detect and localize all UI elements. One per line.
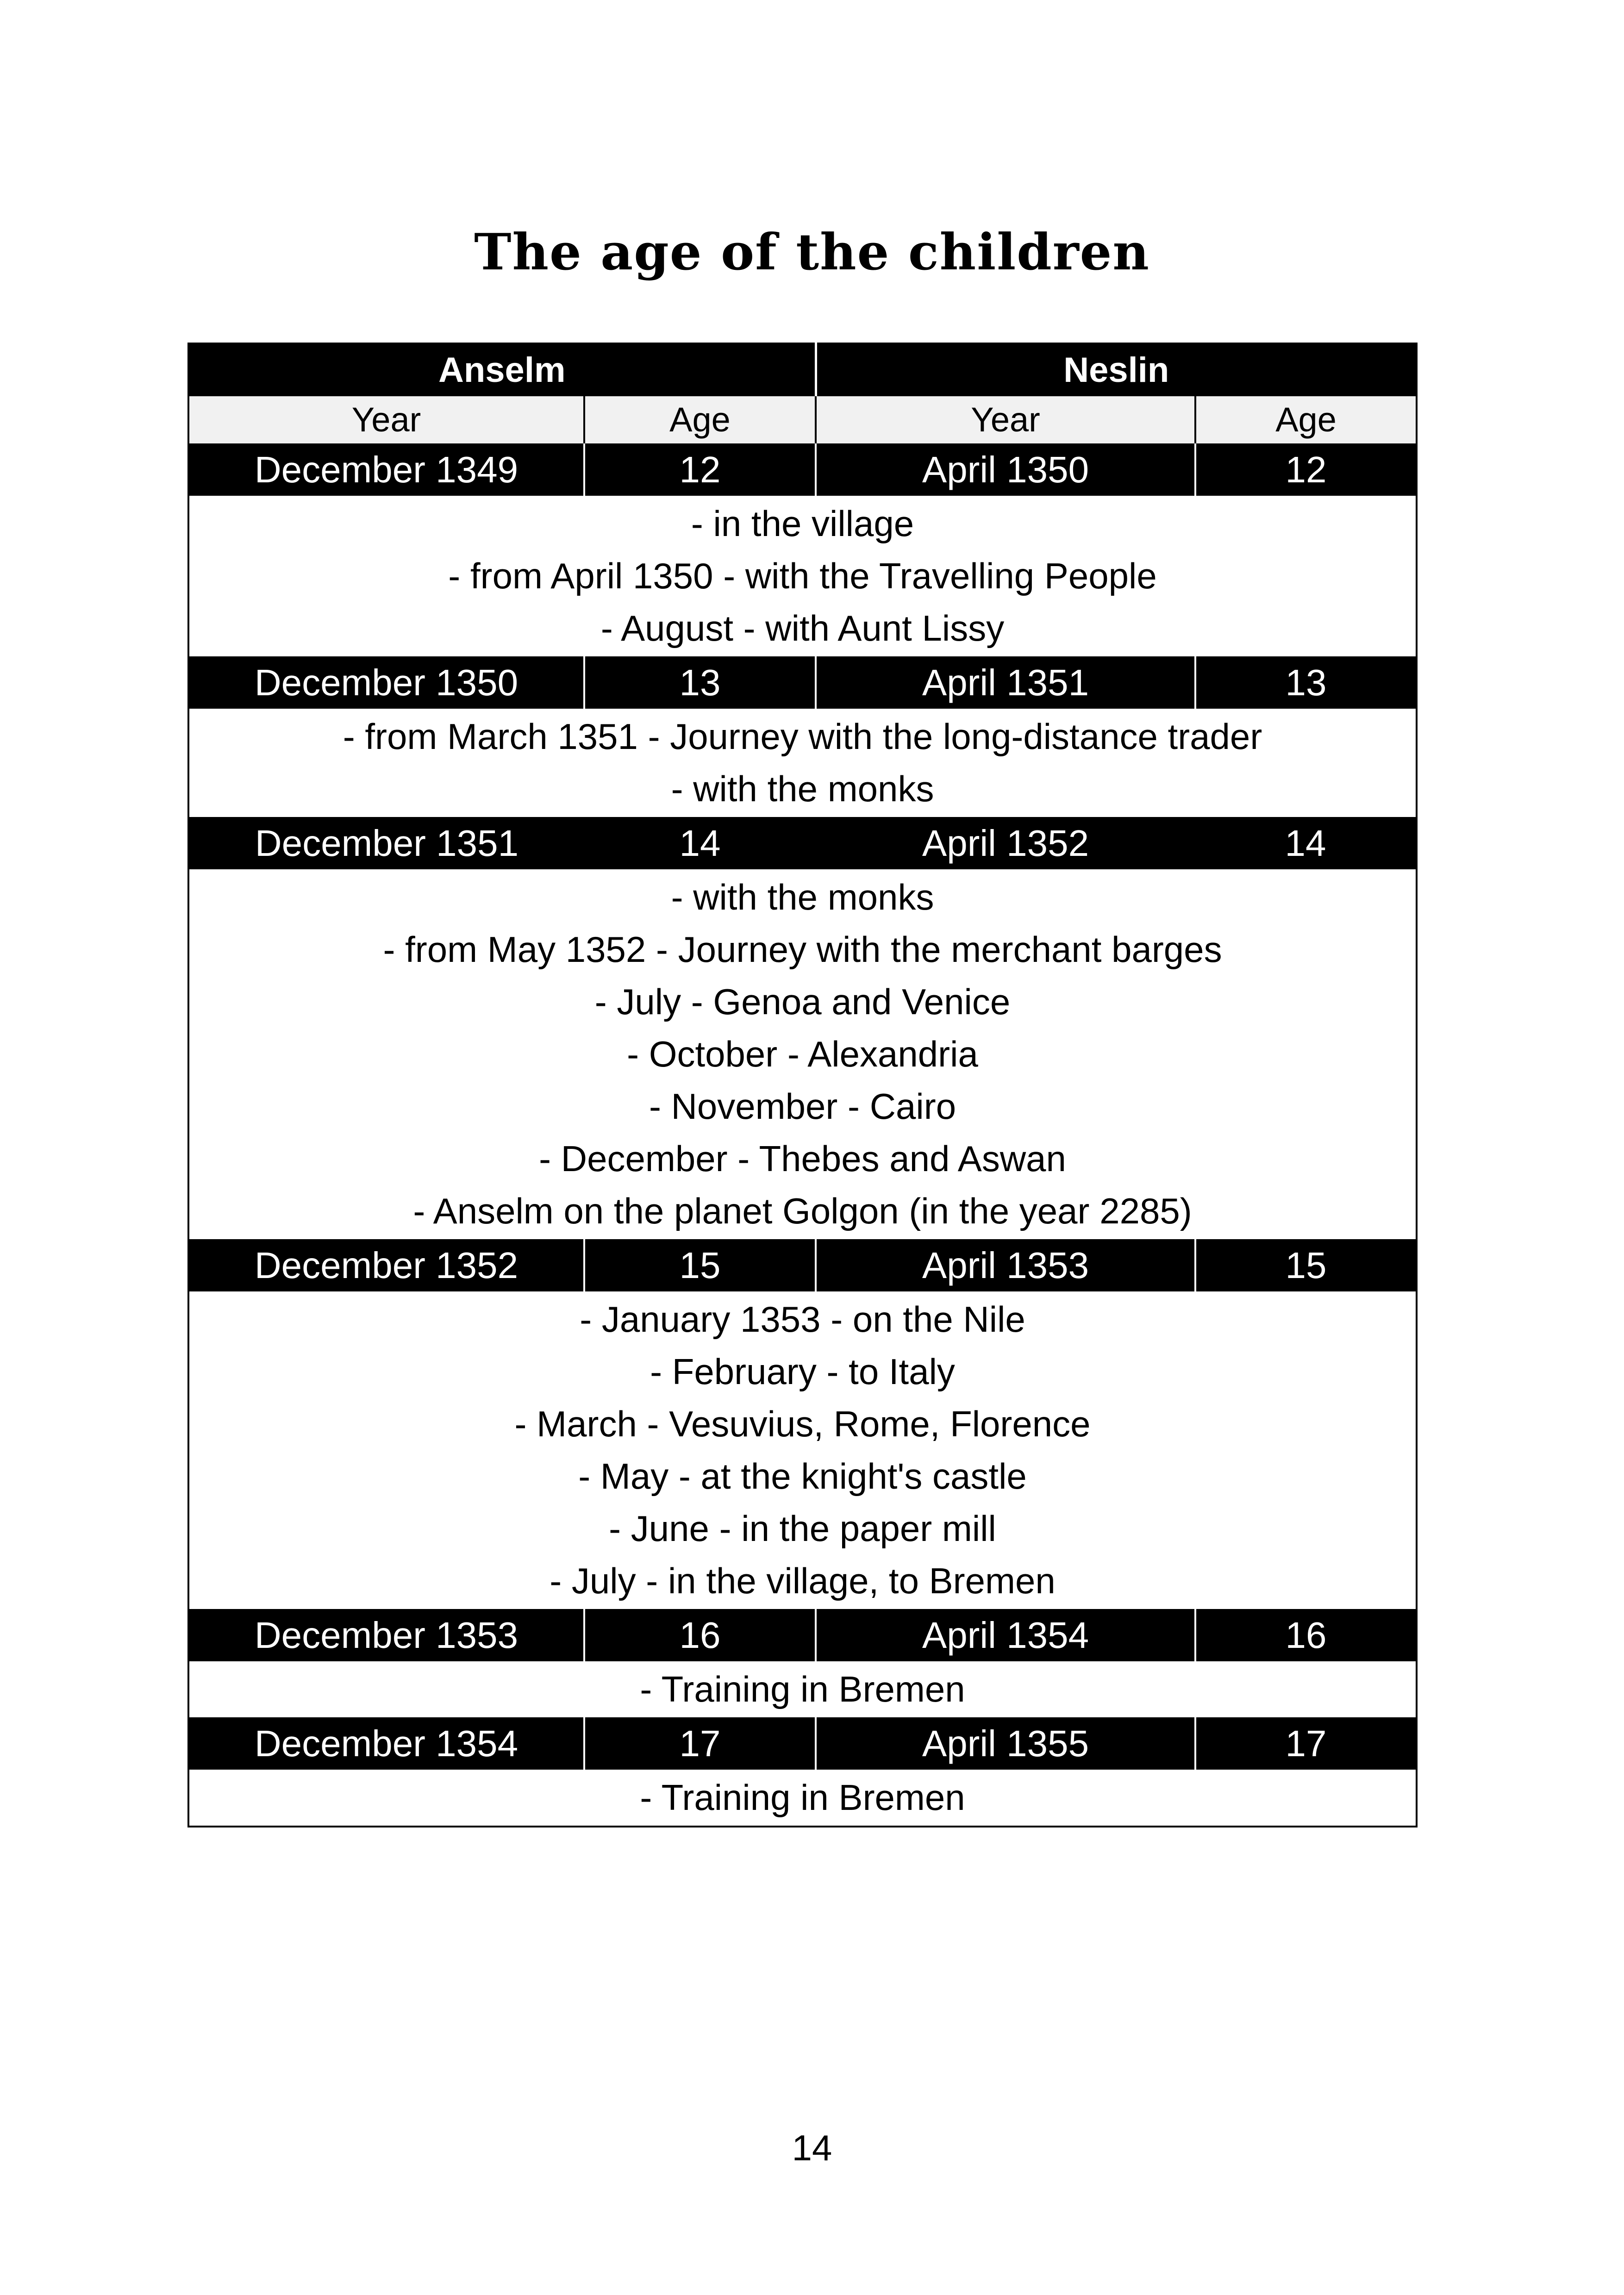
event-line: - June - in the paper mill bbox=[609, 1508, 996, 1549]
anselm-age-cell: 13 bbox=[584, 656, 816, 709]
anselm-year-cell: December 1353 bbox=[188, 1609, 584, 1661]
neslin-age-cell: 13 bbox=[1195, 656, 1417, 709]
neslin-year-cell: April 1353 bbox=[816, 1239, 1195, 1291]
neslin-year-cell: April 1350 bbox=[816, 443, 1195, 496]
event-line: - December - Thebes and Aswan bbox=[539, 1138, 1066, 1179]
event-line: - July - Genoa and Venice bbox=[594, 981, 1011, 1022]
neslin-age-cell: 12 bbox=[1195, 443, 1417, 496]
event-line: - August - with Aunt Lissy bbox=[600, 608, 1005, 649]
events-cell bbox=[188, 496, 1417, 656]
anselm-year-cell: December 1351 bbox=[188, 817, 584, 869]
name-header-row bbox=[188, 343, 1417, 396]
event-line: - from April 1350 - with the Travelling People bbox=[448, 555, 1157, 596]
event-line: - January 1353 - on the Nile bbox=[580, 1299, 1025, 1340]
anselm-age-cell: 16 bbox=[584, 1609, 816, 1661]
neslin-age-cell: 16 bbox=[1195, 1609, 1417, 1661]
name-neslin: Neslin bbox=[816, 343, 1417, 396]
anselm-year-cell: December 1354 bbox=[188, 1717, 584, 1770]
anselm-year-cell: December 1349 bbox=[188, 443, 584, 496]
column-year-neslin: Year bbox=[816, 396, 1195, 443]
events-row bbox=[188, 1291, 1417, 1609]
neslin-age-cell: 14 bbox=[1195, 817, 1417, 869]
column-age-neslin: Age bbox=[1195, 396, 1417, 443]
neslin-year-cell: April 1352 bbox=[816, 817, 1195, 869]
anselm-year-cell: December 1352 bbox=[188, 1239, 584, 1291]
events-row bbox=[188, 1770, 1417, 1827]
events-cell bbox=[188, 869, 1417, 1239]
name-anselm: Anselm bbox=[188, 343, 816, 396]
anselm-year-cell: December 1350 bbox=[188, 656, 584, 709]
events-row bbox=[188, 709, 1417, 817]
anselm-age-cell: 17 bbox=[584, 1717, 816, 1770]
event-line: - from May 1352 - Journey with the merchant barges bbox=[383, 929, 1222, 970]
neslin-age-cell: 15 bbox=[1195, 1239, 1417, 1291]
events-row bbox=[188, 869, 1417, 1239]
event-line: - Training in Bremen bbox=[640, 1777, 965, 1818]
age-table bbox=[187, 343, 1418, 1827]
age-row bbox=[188, 443, 1417, 496]
neslin-year-cell: April 1354 bbox=[816, 1609, 1195, 1661]
anselm-age-cell: 14 bbox=[584, 817, 816, 869]
age-row bbox=[188, 817, 1417, 869]
event-line: - July - in the village, to Bremen bbox=[550, 1560, 1056, 1601]
neslin-year-cell: April 1355 bbox=[816, 1717, 1195, 1770]
event-line: - May - at the knight's castle bbox=[578, 1456, 1027, 1497]
page-title: The age of the children bbox=[474, 223, 1150, 281]
column-header-row bbox=[188, 396, 1417, 443]
event-line: - with the monks bbox=[671, 768, 934, 809]
age-row bbox=[188, 1239, 1417, 1291]
event-line: - October - Alexandria bbox=[627, 1034, 978, 1074]
page-number: 14 bbox=[792, 2127, 832, 2168]
age-row bbox=[188, 656, 1417, 709]
neslin-year-cell: April 1351 bbox=[816, 656, 1195, 709]
event-line: - Anselm on the planet Golgon (in the year 2285) bbox=[413, 1191, 1192, 1231]
events-cell bbox=[188, 1291, 1417, 1609]
event-line: - with the monks bbox=[671, 877, 934, 917]
events-row bbox=[188, 496, 1417, 656]
events-cell bbox=[188, 709, 1417, 817]
events-cell bbox=[188, 1661, 1417, 1717]
column-year-anselm: Year bbox=[188, 396, 584, 443]
events-cell bbox=[188, 1770, 1417, 1827]
event-line: - Training in Bremen bbox=[640, 1669, 965, 1709]
age-row bbox=[188, 1717, 1417, 1770]
anselm-age-cell: 15 bbox=[584, 1239, 816, 1291]
event-line: - February - to Italy bbox=[650, 1351, 955, 1392]
event-line: - in the village bbox=[691, 503, 914, 544]
event-line: - November - Cairo bbox=[649, 1086, 956, 1127]
events-row bbox=[188, 1661, 1417, 1717]
neslin-age-cell: 17 bbox=[1195, 1717, 1417, 1770]
event-line: - March - Vesuvius, Rome, Florence bbox=[514, 1403, 1091, 1444]
event-line: - from March 1351 - Journey with the long-distance trader bbox=[343, 716, 1262, 757]
anselm-age-cell: 12 bbox=[584, 443, 816, 496]
column-age-anselm: Age bbox=[584, 396, 816, 443]
age-row bbox=[188, 1609, 1417, 1661]
